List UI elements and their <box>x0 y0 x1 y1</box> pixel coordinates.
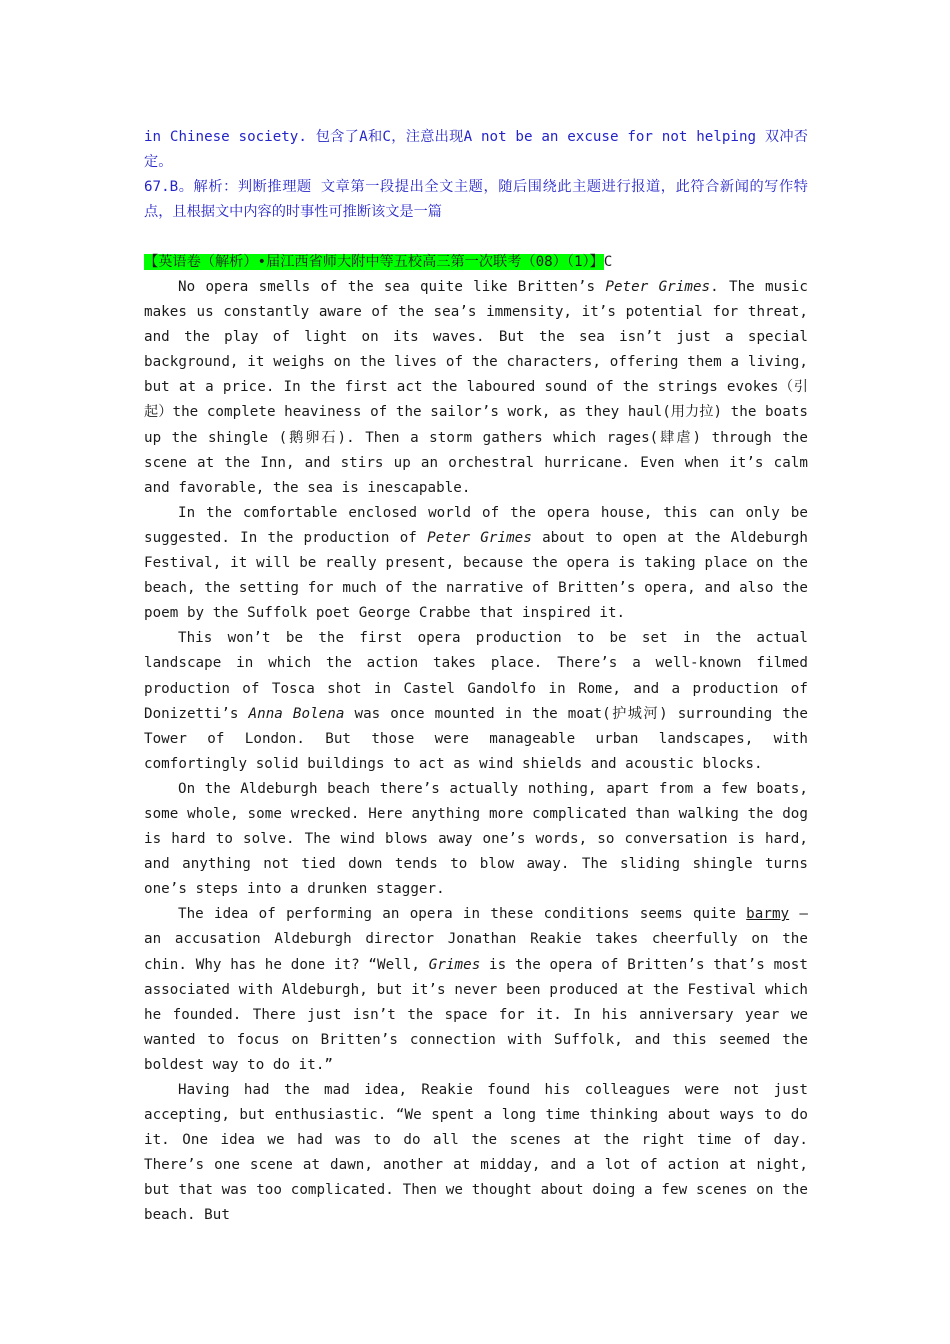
p5-text-b: — an accusation Aldeburgh director Jonathan Reakie takes cheerfully on the chin. Why has he done it? “Well, <box>144 906 808 973</box>
spacer <box>144 225 808 250</box>
p2-text-b: about to open at the Aldeburgh Festival, it will be really present, because the opera is taking place on the beach, the setting for much of the narrative of Britten’s opera, and also the poem by the Suffolk poet George Crabbe that inspired it. <box>144 529 808 622</box>
section-header <box>144 250 808 275</box>
p1-text-b: . The music makes us constantly aware of the sea’s immensity, it’s potential for threat, and the play of light on its waves. But the sea isn’t just a special background, it weighs on the lives of the characters, offering them a living, but at a price. In the first act the laboured sound of the strings evokes（引起）the complete heaviness of the sailor’s work, as they haul(用力拉) the boats up the shingle (鹅卵石). Then a storm gathers which rages(肆虐) through the scene at the Inn, and stirs up an orchestral hurricane. Even when it’s calm and favorable, the sea is inescapable. <box>144 279 809 496</box>
answer-note-continued: in Chinese society. 包含了A和C，注意出现A not be an excuse for not helping 双冲否定。 <box>144 129 808 170</box>
p3-opera-title: Anna Bolena <box>248 705 345 722</box>
p1-text-a: No opera smells of the sea quite like Britten’s <box>178 279 606 295</box>
paragraph-4: On the Aldeburgh beach there’s actually nothing, apart from a few boats, some whole, some wrecked. Here anything more complicated than walking the dog is hard to solve. The wind blows away one’s words, so conversation is hard, and anything not tied down tends to blow away. The sliding shingle turns one’s steps into a drunken stagger. <box>144 780 808 898</box>
p1-opera-title: Peter Grimes <box>605 279 711 295</box>
paragraph-5 <box>144 902 808 1078</box>
paragraph-6: Having had the mad idea, Reakie found his colleagues were not just accepting, but enthusiastic. “We spent a long time thinking about ways to do it. One idea we had was to do all the scenes at the right time of day. There’s one scene at dawn, another at midday, and a lot of action at night, but that was too complicated. Then we thought about doing a few scenes on the beach. But <box>144 1082 808 1224</box>
p3-text-a: This won’t be the first opera production to be set in the actual landscape in which the action takes place. There’s a well-known filmed production of Tosca shot in Castel Gandolfo in Rome, and a production of Donizetti’s <box>144 630 808 722</box>
p2-opera-title: Peter Grimes <box>427 529 532 546</box>
p5-text-a: The idea of performing an opera in these conditions seems quite <box>178 906 747 923</box>
document-content <box>144 125 808 1229</box>
p3-text-b: was once mounted in the moat(护城河) surrounding the Tower of London. But those were manageable urban landscapes, with comfortingly solid buildings to act as wind shields and acoustic blocks. <box>144 705 808 772</box>
section-header-answer: C <box>603 254 613 270</box>
paragraph-3 <box>144 626 808 777</box>
section-header-label: 【英语卷（解析）•届江西省师大附中等五校高三第一次联考（08）（1）】 <box>144 254 604 270</box>
p5-text-c: is the opera of Britten’s that’s most associated with Aldeburgh, but it’s never been produced at the Festival which he founded. There just isn’t the space for it. In his anniversary year we wanted to focus on Britten’s connection with Suffolk, and this seemed the boldest way to do it.” <box>144 956 808 1073</box>
paragraph-1 <box>144 275 808 501</box>
paragraph-2 <box>144 501 808 626</box>
p2-text-a: In the comfortable enclosed world of the opera house, this can only be suggested. In the production of <box>144 504 808 546</box>
p5-underlined-word: barmy <box>746 906 790 923</box>
p5-opera-title: Grimes <box>428 956 481 973</box>
answer-note-67: 67.B。解析：判断推理题 文章第一段提出全文主题，随后围绕此主题进行报道，此符合新闻的写作特点，且根据文中内容的时事性可推断该文是一篇 <box>144 179 808 220</box>
